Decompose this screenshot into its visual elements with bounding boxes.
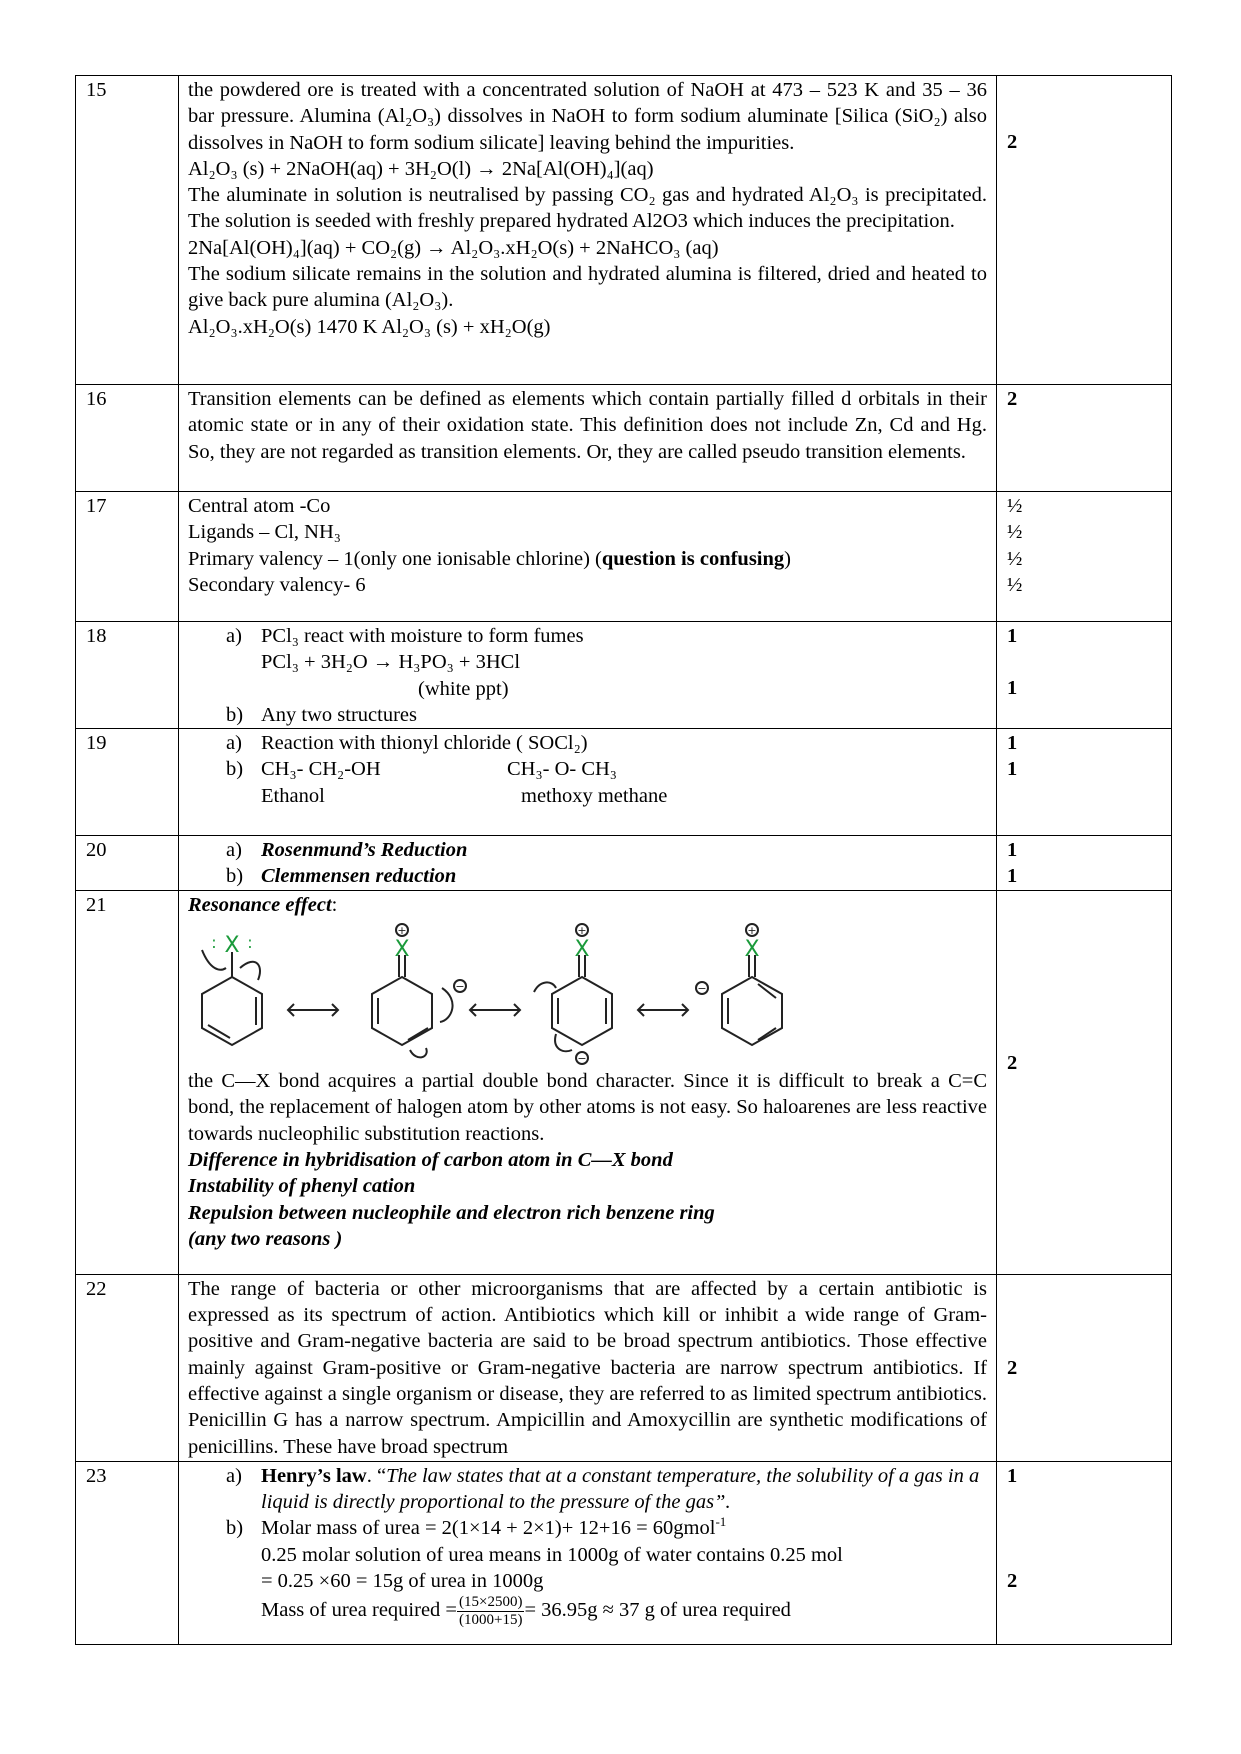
list-label: b) (226, 703, 244, 726)
marks (997, 1461, 1172, 1644)
answer-text (179, 622, 997, 729)
name-methoxy-methane: methoxy methane (521, 784, 668, 807)
calc-line (188, 1594, 987, 1629)
answer-text-part: ) (784, 547, 791, 570)
mark-value: ½ (1007, 495, 1023, 517)
mark-value: 2 (1007, 1356, 1018, 1379)
halogen-atom: X (574, 937, 590, 963)
list-text: Clemmensen reduction (261, 865, 457, 888)
list-label: a) (226, 839, 242, 862)
halogen-atom: X (744, 937, 760, 963)
plus-charge: + (747, 924, 757, 938)
answer-text-part: Primary valency – 1(only one ionisable chlorine) ( (188, 547, 602, 570)
answer-paragraph: Transition elements can be defined as elements which contain partially filled d orbitals in their atomic state or in any of their oxidation state. This definition does not include Zn, Cd and Hg. So, they are not regarded as transition elements. Or, they are called pseudo transition elements. (188, 388, 987, 463)
definition-italic: The law states that at a constant temperature, the solubility of a gas in a liquid is directly proportional to the pressure of the gas”. (261, 1464, 980, 1514)
mark-value: ½ (1007, 521, 1023, 544)
calc-line: Molar mass of urea = 2(1×14 + 2×1)+ 12+16 = 60gmol (261, 1517, 716, 1540)
heading-colon: : (331, 893, 338, 916)
marks (997, 622, 1172, 729)
question-number: 17 (76, 492, 179, 622)
plus-charge: + (577, 924, 587, 938)
halogen-atom: X (394, 937, 410, 963)
mark-value: 2 (1007, 1051, 1018, 1074)
question-number: 20 (76, 836, 179, 891)
mark-value: 2 (1007, 388, 1018, 410)
table-row (76, 622, 1172, 729)
calc-line: = 0.25 ×60 = 15g of urea in 1000g (261, 1569, 544, 1592)
list-text: PCl₃ react with moisture to form fumes (261, 625, 584, 647)
answer-line: 2Na[Al(OH)₄](aq) + CO₂(g) → Al₂O₃.xH₂O(s) + 2NaHCO₃ (aq) (188, 236, 719, 259)
name-ethanol: Ethanol (261, 784, 325, 807)
answer-text (179, 836, 997, 891)
table-row (76, 492, 1172, 622)
answer-text (179, 76, 997, 385)
list-text: Rosenmund’s Reduction (261, 839, 468, 862)
answer-line (188, 546, 987, 572)
list-label: a) (226, 625, 242, 647)
mark-value: ½ (1007, 573, 1023, 596)
resonance-structure-2 (372, 955, 453, 1057)
resonance-structure-3 (534, 955, 612, 1051)
halogen-atom: X (224, 933, 240, 959)
marks (997, 1274, 1172, 1461)
mark-value: 1 (1007, 677, 1018, 700)
reason-item: (any two reasons ) (188, 1227, 343, 1250)
list-label: a) (226, 1464, 242, 1487)
text-part: . “ (366, 1464, 387, 1487)
resonance-arrow (638, 1004, 688, 1016)
question-number: 21 (76, 890, 179, 1274)
mark-value: ½ (1007, 547, 1023, 570)
mark-value: 1 (1007, 1464, 1018, 1487)
answer-line: Central atom -Co (188, 495, 331, 517)
answer-line: Al₂O₃ (s) + 2NaOH(aq) + 3H₂O(l) → 2Na[Al(OH)₄](aq) (188, 157, 654, 180)
answer-text (179, 492, 997, 622)
term-bold: Henry’s law (261, 1464, 367, 1487)
resonance-arrow (288, 1004, 338, 1016)
reason-item: Difference in hybridisation of carbon atom in C—X bond (188, 1148, 673, 1171)
table-row (76, 890, 1172, 1274)
answer-line: the powdered ore is treated with a concentrated solution of NaOH at 473 – 523 K and 35 – 36 bar pressure. Alumina (Al₂O₃) dissolves in NaOH to form sodium aluminate [Silica (SiO₂) also dissolves in NaOH to form sodium silicate] leaving behind the impurities. (188, 79, 987, 154)
answer-paragraph: the C—X bond acquires a partial double bond character. Since it is difficult to break a C=C bond, the replacement of halogen atom by other atoms is not easy. So haloarenes are less reactive towards nucleophilic substitution reactions. (188, 1070, 987, 1145)
fraction-denominator: (1000+15) (459, 1612, 523, 1629)
answer-text (179, 1274, 997, 1461)
answer-line: Al₂O₃.xH₂O(s) 1470 K Al₂O₃ (s) + xH₂O(g) (188, 315, 551, 338)
plus-charge: + (397, 924, 407, 938)
resonance-arrow (470, 1004, 520, 1016)
list-text: Reaction with thionyl chloride ( SOCl₂) (261, 732, 588, 755)
fraction-numerator: (15×2500) (459, 1594, 523, 1611)
lone-pair-dots: : (247, 933, 253, 953)
question-number: 22 (76, 1274, 179, 1461)
formula-methoxy-methane: CH₃- O- CH₃ (507, 758, 617, 781)
answer-line: Secondary valency- 6 (188, 573, 366, 596)
formula-ethanol: CH₃- CH₂-OH (261, 758, 381, 781)
superscript: -1 (715, 1514, 727, 1530)
table-row (76, 729, 1172, 836)
answer-paragraph: The range of bacteria or other microorganisms that are affected by a certain antibiotic is expressed as its spectrum of action. Antibiotics which kill or inhibit a wide range of Gram-positive and Gram-negative bacteria are said to be broad spectrum antibiotics. Those effective mainly against Gram-positive or Gram-negative bacteria are narrow spectrum antibiotics. If effective against a single organism or disease, they are referred to as limited spectrum antibiotics. Penicillin G has a narrow spectrum. Ampicillin and Amoxycillin are synthetic modifications of penicillins. These have broad spectrum (188, 1277, 987, 1458)
answer-text-bold: question is confusing (601, 547, 785, 570)
mark-value: 2 (1007, 1570, 1018, 1593)
marks (997, 492, 1172, 622)
list-label: b) (226, 865, 244, 888)
question-number: 16 (76, 385, 179, 492)
lone-pair-dots: : (211, 933, 217, 953)
reason-item: Repulsion between nucleophile and electron rich benzene ring (188, 1201, 715, 1224)
resonance-structure-4 (722, 955, 782, 1045)
answer-table (75, 75, 1172, 1645)
calc-text: = 36.95g ≈ 37 g of urea required (524, 1599, 791, 1622)
mark-value: 1 (1007, 732, 1018, 755)
answer-line: Ligands – Cl, NH₃ (188, 521, 341, 544)
answer-line: The aluminate in solution is neutralised by passing CO₂ gas and hydrated Al₂O₃ is precipitated. The solution is seeded with freshly prepared hydrated Al2O3 which induces the precipitation. (188, 184, 987, 233)
answer-text (179, 385, 997, 492)
table-row (76, 836, 1172, 891)
mark-value: 1 (1007, 758, 1018, 781)
list-text: Any two structures (261, 703, 418, 726)
calc-line: 0.25 molar solution of urea means in 1000g of water contains 0.25 mol (261, 1543, 843, 1566)
reason-item: Instability of phenyl cation (188, 1175, 416, 1198)
question-number: 23 (76, 1461, 179, 1644)
note: (white ppt) (418, 677, 509, 700)
resonance-structures-svg (190, 922, 810, 1072)
question-number: 18 (76, 622, 179, 729)
minus-charge: − (455, 980, 465, 994)
table-row (76, 1274, 1172, 1461)
answer-text (179, 729, 997, 836)
mark-value: 1 (1007, 865, 1018, 888)
minus-charge: − (697, 982, 707, 996)
list-label: b) (226, 758, 244, 781)
section-heading: Resonance effect (188, 893, 332, 916)
answer-text (179, 1461, 997, 1644)
fraction (457, 1594, 524, 1629)
equation: PCl₃ + 3H₂O → H₃PO₃ + 3HCl (261, 651, 521, 674)
minus-charge: − (577, 1052, 587, 1066)
question-number: 19 (76, 729, 179, 836)
answer-text (179, 890, 997, 1274)
list-label: a) (226, 732, 242, 755)
marks (997, 385, 1172, 492)
marks (997, 836, 1172, 891)
mark-value: 2 (1007, 131, 1018, 153)
mark-value: 1 (1007, 625, 1018, 647)
list-label: b) (226, 1517, 244, 1540)
marks (997, 76, 1172, 385)
answer-line: The sodium silicate remains in the solution and hydrated alumina is filtered, dried and heated to give back pure alumina (Al₂O₃). (188, 263, 987, 312)
table-row (76, 1461, 1172, 1644)
resonance-structure-1 (202, 950, 262, 1045)
marks (997, 890, 1172, 1274)
table-row (76, 76, 1172, 385)
marks (997, 729, 1172, 836)
calc-text: Mass of urea required = (261, 1599, 457, 1622)
table-row (76, 385, 1172, 492)
question-number: 15 (76, 76, 179, 385)
resonance-diagram (188, 918, 987, 1068)
mark-value: 1 (1007, 839, 1018, 862)
